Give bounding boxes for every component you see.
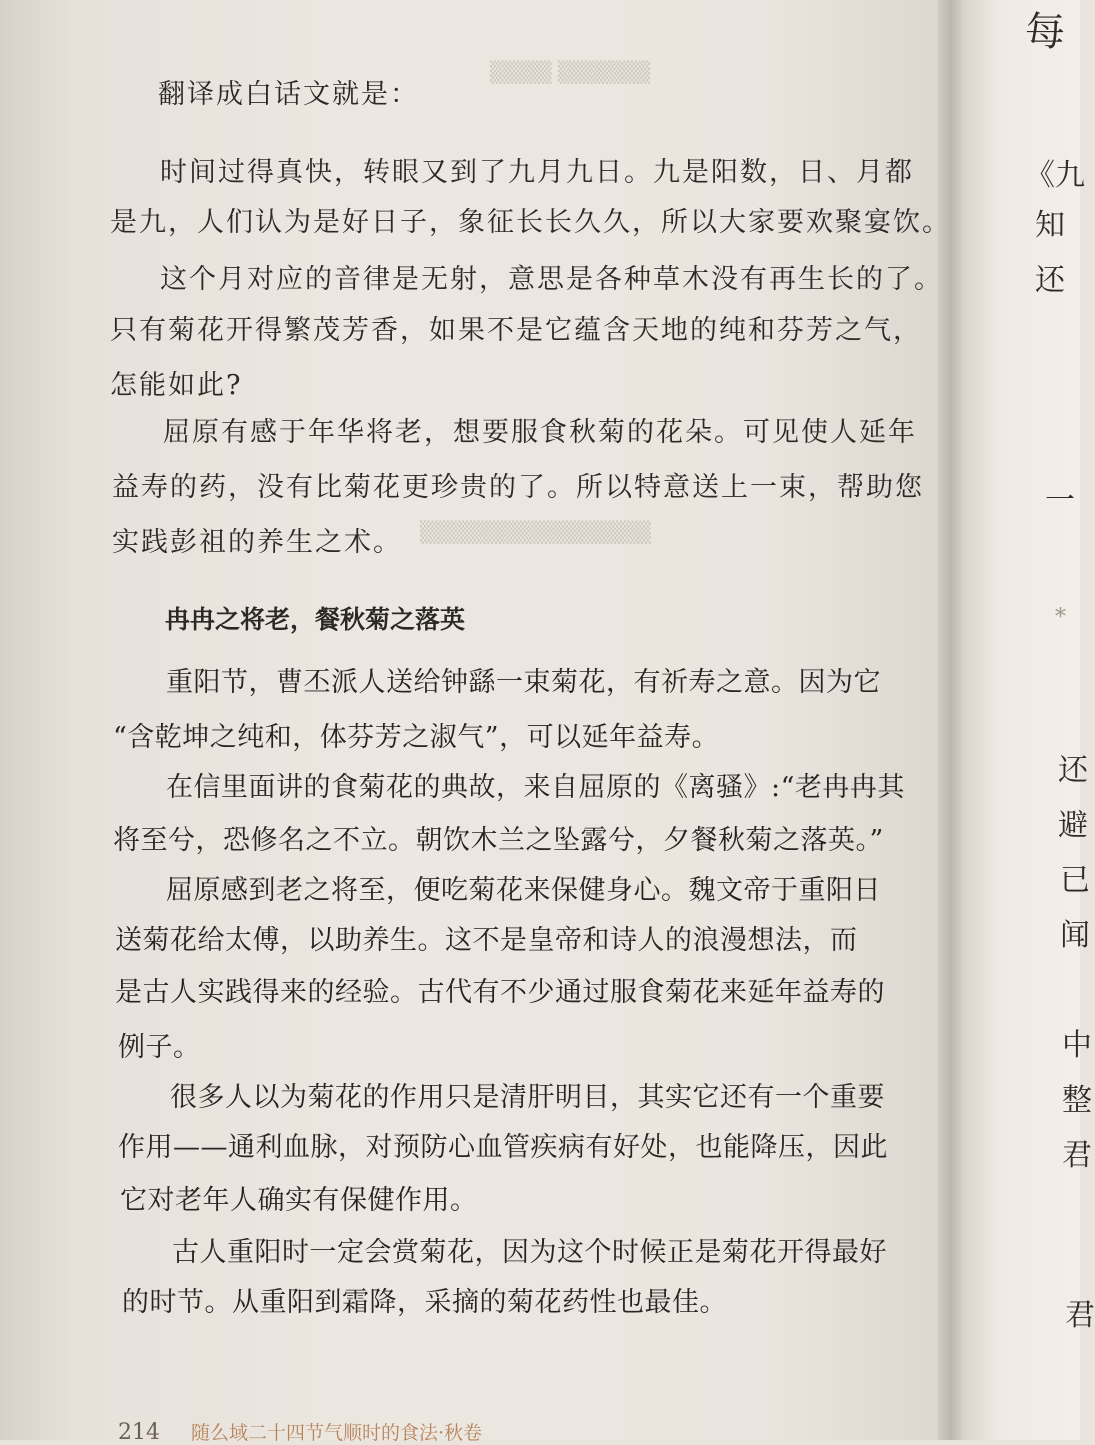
body-line: 的时节。从重阳到霜降，采摘的菊花药性也最佳。 <box>122 1287 727 1318</box>
bleed-through-text: ▒▒▒▒▒▒▒▒▒▒▒▒▒▒▒ <box>420 520 651 544</box>
right-page-fragment: 君 <box>1065 1298 1095 1333</box>
body-line: 是古人实践得来的经验。古代有不少通过服食菊花来延年益寿的 <box>115 977 885 1008</box>
body-line: 重阳节，曹丕派人送给钟繇一束菊花，有祈寿之意。因为它 <box>166 667 881 698</box>
translation-line: 怎能如此? <box>110 370 243 401</box>
right-page-fragment: * <box>1055 605 1066 630</box>
translation-line: 时间过得真快，转眼又到了九月九日。九是阳数，日、月都 <box>160 157 914 188</box>
translation-line: 这个月对应的音律是无射，意思是各种草木没有再生长的了。 <box>160 264 943 295</box>
right-page-fragment: 闻 <box>1060 918 1090 953</box>
translation-line: 益寿的药，没有比菊花更珍贵的了。所以特意送上一束，帮助您 <box>112 472 924 503</box>
running-title: 随么域二十四节气顺时的食法·秋卷 <box>191 1422 483 1444</box>
right-page-fragment: 已 <box>1060 863 1090 898</box>
section-heading: 冉冉之将老，餐秋菊之落英 <box>165 605 466 634</box>
body-line: 在信里面讲的食菊花的典故，来自屈原的《离骚》:“老冉冉其 <box>166 772 905 803</box>
body-line: 送菊花给太傅，以助养生。这不是皇帝和诗人的浪漫想法，而 <box>115 925 858 956</box>
body-line: “含乾坤之纯和，体芬芳之淑气”，可以延年益寿。 <box>113 722 720 753</box>
intro-line: 翻译成白话文就是： <box>158 79 419 110</box>
right-page-header: 每 <box>1025 9 1065 55</box>
body-line: 屈原感到老之将至，便吃菊花来保健身心。魏文帝于重阳日 <box>166 875 881 906</box>
right-page-fragment: 君 <box>1062 1138 1092 1173</box>
translation-line: 只有菊花开得繁茂芳香，如果不是它蕴含天地的纯和芬芳之气， <box>110 315 922 346</box>
body-line: 它对老年人确实有保健作用。 <box>120 1185 478 1216</box>
body-line: 例子。 <box>118 1032 201 1063</box>
body-line: 很多人以为菊花的作用只是清肝明目，其实它还有一个重要 <box>170 1082 885 1113</box>
page-number: 214 <box>118 1420 160 1445</box>
right-page-fragment: 整 <box>1062 1083 1092 1118</box>
right-page-fragment: 避 <box>1058 808 1088 843</box>
translation-line: 是九，人们认为是好日子，象征长长久久，所以大家要欢聚宴饮。 <box>110 207 951 238</box>
page-footer <box>118 1418 482 1445</box>
body-line: 将至兮，恐修名之不立。朝饮木兰之坠露兮，夕餐秋菊之落英。” <box>113 825 884 856</box>
right-page-fragment: 还 <box>1035 263 1065 298</box>
right-page-fragment: 一 <box>1045 483 1075 518</box>
right-page-fragment: 知 <box>1035 208 1065 243</box>
translation-line: 屈原有感于年华将老，想要服食秋菊的花朵。可见使人延年 <box>163 417 917 448</box>
body-line: 作用——通利血脉，对预防心血管疾病有好处，也能降压，因此 <box>118 1132 888 1163</box>
body-line: 古人重阳时一定会赏菊花，因为这个时候正是菊花开得最好 <box>172 1237 887 1268</box>
bleed-through-text: ▒▒▒▒ ▒▒▒▒▒▒ <box>490 60 651 84</box>
right-page-fragment: 中 <box>1062 1028 1092 1063</box>
right-page-fragment: 还 <box>1058 753 1088 788</box>
translation-line: 实践彭祖的养生之术。 <box>112 527 402 558</box>
right-page-fragment: 《九 <box>1025 158 1085 193</box>
